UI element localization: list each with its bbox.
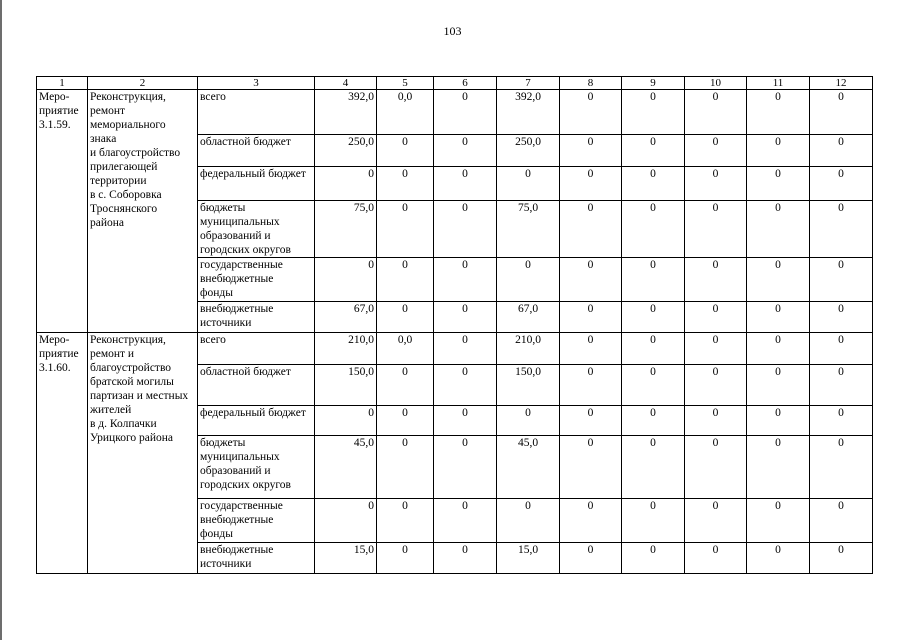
column-header: 9 [622,77,685,90]
amount-cell: 0 [434,258,497,302]
amount-cell: 0 [497,167,560,201]
amount-cell: 0 [747,543,810,574]
funding-source: внебюджетные источники [198,302,315,333]
amount-cell: 0 [622,436,685,499]
amount-cell: 0 [685,201,747,258]
amount-cell: 0 [685,258,747,302]
column-header: 7 [497,77,560,90]
amount-cell: 0 [685,436,747,499]
funding-source: бюджеты муниципальных образований и городских округов [198,201,315,258]
amount-cell: 0 [810,201,873,258]
amount-cell: 0 [810,499,873,543]
amount-cell: 0 [622,201,685,258]
funding-source: областной бюджет [198,365,315,406]
column-header: 5 [377,77,434,90]
amount-cell: 0 [810,406,873,436]
funding-source: всего [198,90,315,135]
amount-cell: 0 [560,333,622,365]
funding-row [37,333,873,365]
amount-cell: 0 [377,499,434,543]
amount-cell: 0,0 [377,333,434,365]
amount-cell: 75,0 [315,201,377,258]
amount-cell: 0 [685,365,747,406]
amount-cell: 210,0 [315,333,377,365]
amount-cell: 67,0 [497,302,560,333]
amount-cell: 0 [434,135,497,167]
amount-cell: 0 [747,333,810,365]
amount-cell: 0 [434,201,497,258]
amount-cell: 0 [377,365,434,406]
amount-cell: 0 [747,90,810,135]
column-header: 10 [685,77,747,90]
page-number: 103 [443,24,462,38]
funding-row [37,90,873,135]
amount-cell: 0 [685,499,747,543]
funding-source: внебюджетные источники [198,543,315,574]
event-code: Меро- приятие 3.1.60. [37,333,88,574]
amount-cell: 0 [622,302,685,333]
amount-cell: 0 [622,543,685,574]
event-title: Реконструкция, ремонт и благоустройство братской могилы партизан и местных жителей в д. Колпачки Урицкого района [88,333,198,574]
amount-cell: 0 [747,365,810,406]
funding-source: федеральный бюджет [198,406,315,436]
funding-source: государственные внебюджетные фонды [198,258,315,302]
amount-cell: 0 [434,90,497,135]
scan-left-edge [0,0,2,640]
amount-cell: 150,0 [315,365,377,406]
amount-cell: 0 [685,302,747,333]
amount-cell: 0 [560,436,622,499]
amount-cell: 0 [747,135,810,167]
amount-cell: 0 [622,499,685,543]
amount-cell: 0 [810,135,873,167]
amount-cell: 0 [685,135,747,167]
column-header: 11 [747,77,810,90]
funding-source: бюджеты муниципальных образований и городских округов [198,436,315,499]
amount-cell: 0 [622,135,685,167]
column-header: 4 [315,77,377,90]
amount-cell: 0 [377,258,434,302]
amount-cell: 0 [315,258,377,302]
amount-cell: 0 [560,365,622,406]
column-number-row [37,77,873,90]
amount-cell: 67,0 [315,302,377,333]
amount-cell: 0 [747,201,810,258]
amount-cell: 0 [747,258,810,302]
amount-cell: 0 [560,543,622,574]
amount-cell: 0 [560,135,622,167]
amount-cell: 0 [434,333,497,365]
column-header: 3 [198,77,315,90]
amount-cell: 0 [497,258,560,302]
amount-cell: 0 [434,543,497,574]
budget-table [36,76,873,574]
amount-cell: 0 [747,406,810,436]
amount-cell: 0 [434,436,497,499]
amount-cell: 0 [377,135,434,167]
amount-cell: 0 [810,436,873,499]
amount-cell: 210,0 [497,333,560,365]
column-header: 8 [560,77,622,90]
amount-cell: 0 [560,201,622,258]
column-header: 1 [37,77,88,90]
amount-cell: 0 [685,90,747,135]
amount-cell: 75,0 [497,201,560,258]
amount-cell: 0 [560,302,622,333]
event-title: Реконструкция, ремонт мемориального знака и благоустройство прилегающей территории в с. Соборовка Троснянского района [88,90,198,333]
amount-cell: 250,0 [497,135,560,167]
amount-cell: 0 [434,167,497,201]
amount-cell: 0 [810,258,873,302]
amount-cell: 0 [377,167,434,201]
amount-cell: 392,0 [315,90,377,135]
funding-source: областной бюджет [198,135,315,167]
amount-cell: 45,0 [315,436,377,499]
amount-cell: 0 [622,406,685,436]
amount-cell: 0 [810,333,873,365]
amount-cell: 0 [434,302,497,333]
funding-source: государственные внебюджетные фонды [198,499,315,543]
amount-cell: 0 [434,406,497,436]
amount-cell: 0 [315,499,377,543]
amount-cell: 0 [560,406,622,436]
amount-cell: 0 [810,543,873,574]
amount-cell: 0 [810,167,873,201]
amount-cell: 0 [560,167,622,201]
amount-cell: 0 [685,406,747,436]
amount-cell: 0,0 [377,90,434,135]
amount-cell: 0 [622,258,685,302]
event-code: Меро- приятие 3.1.59. [37,90,88,333]
amount-cell: 0 [622,90,685,135]
amount-cell: 0 [434,499,497,543]
amount-cell: 0 [810,90,873,135]
amount-cell: 0 [377,436,434,499]
amount-cell: 0 [315,406,377,436]
amount-cell: 15,0 [497,543,560,574]
amount-cell: 0 [747,436,810,499]
amount-cell: 0 [377,543,434,574]
amount-cell: 0 [747,302,810,333]
amount-cell: 0 [685,543,747,574]
column-header: 6 [434,77,497,90]
amount-cell: 0 [315,167,377,201]
amount-cell: 0 [747,167,810,201]
amount-cell: 0 [377,201,434,258]
amount-cell: 0 [377,406,434,436]
amount-cell: 0 [560,90,622,135]
amount-cell: 0 [497,499,560,543]
amount-cell: 0 [810,302,873,333]
amount-cell: 0 [622,333,685,365]
amount-cell: 0 [434,365,497,406]
amount-cell: 0 [685,167,747,201]
amount-cell: 0 [747,499,810,543]
amount-cell: 0 [622,167,685,201]
amount-cell: 392,0 [497,90,560,135]
amount-cell: 250,0 [315,135,377,167]
column-header: 2 [88,77,198,90]
funding-source: федеральный бюджет [198,167,315,201]
funding-source: всего [198,333,315,365]
amount-cell: 0 [377,302,434,333]
amount-cell: 15,0 [315,543,377,574]
amount-cell: 45,0 [497,436,560,499]
column-header: 12 [810,77,873,90]
amount-cell: 0 [560,499,622,543]
amount-cell: 0 [622,365,685,406]
amount-cell: 150,0 [497,365,560,406]
amount-cell: 0 [560,258,622,302]
amount-cell: 0 [810,365,873,406]
amount-cell: 0 [685,333,747,365]
amount-cell: 0 [497,406,560,436]
